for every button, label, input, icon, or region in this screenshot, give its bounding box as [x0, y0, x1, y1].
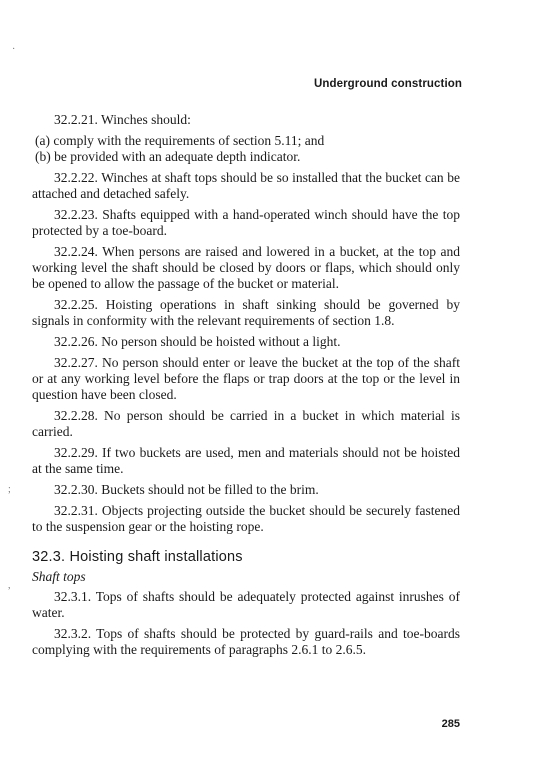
paragraph-32-2-25: 32.2.25. Hoisting operations in shaft sinking should be governed by signals in conformity with the relevant requirements of section 1.8. — [32, 297, 460, 328]
running-head: Underground construction — [313, 78, 462, 90]
page-number: 285 — [441, 718, 460, 730]
paragraph-32-2-22: 32.2.22. Winches at shaft tops should be so installed that the bucket can be attached and detached safely. — [32, 170, 460, 201]
scan-speck: · — [12, 44, 16, 55]
page-body — [32, 112, 460, 663]
paragraph-32-2-28: 32.2.28. No person should be carried in a bucket in which material is carried. — [32, 408, 460, 439]
paragraph-32-3-2: 32.3.2. Tops of shafts should be protected by guard-rails and toe-boards complying with the requirements of paragraphs 2.6.1 to 2.6.5. — [32, 626, 460, 657]
list-item-b: (b) be provided with an adequate depth indicator. — [35, 149, 301, 164]
paragraph-32-2-21: 32.2.21. Winches should: — [54, 112, 191, 127]
paragraph-32-2-29: 32.2.29. If two buckets are used, men and materials should not be hoisted at the same time. — [32, 445, 460, 476]
paragraph-32-3-1: 32.3.1. Tops of shafts should be adequately protected against inrushes of water. — [32, 589, 460, 620]
paragraph-32-2-24: 32.2.24. When persons are raised and lowered in a bucket, at the top and working level the shaft should be closed by doors or flaps, which should only be opened to allow the passage of the bucket or material. — [32, 244, 460, 291]
subheading: Shaft tops — [32, 569, 86, 584]
paragraph-32-2-26: 32.2.26. No person should be hoisted without a light. — [54, 334, 341, 349]
section-heading: 32.3. Hoisting shaft installations — [32, 549, 243, 565]
scan-speck: , — [8, 580, 11, 591]
paragraph-32-2-23: 32.2.23. Shafts equipped with a hand-operated winch should have the top protected by a toe-board. — [32, 207, 460, 238]
scan-speck: ; — [8, 484, 11, 495]
paragraph-32-2-27: 32.2.27. No person should enter or leave the bucket at the top of the shaft or at any working level before the flaps or trap doors at the top or the level in question have been closed. — [32, 355, 460, 402]
paragraph-32-2-30: 32.2.30. Buckets should not be filled to the brim. — [54, 482, 319, 497]
list-item-a: (a) comply with the requirements of section 5.11; and — [35, 133, 325, 148]
paragraph-32-2-31: 32.2.31. Objects projecting outside the bucket should be securely fastened to the suspension gear or the hoisting rope. — [32, 503, 460, 534]
